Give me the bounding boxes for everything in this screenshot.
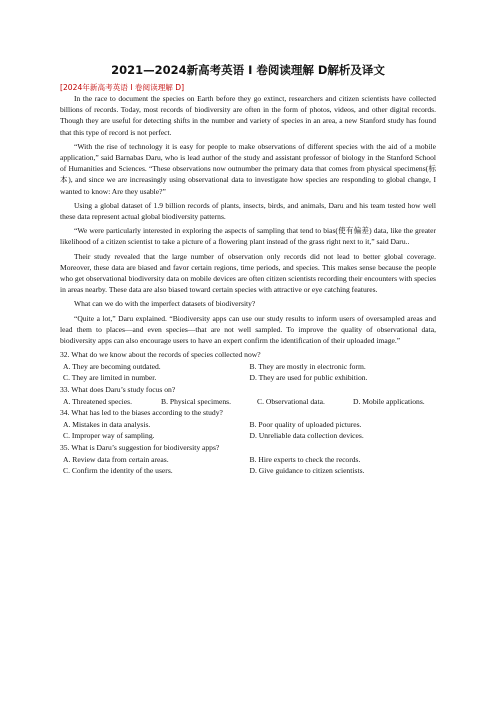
page-title: 2021—2024新高考英语 I 卷阅读理解 D解析及译文 [111, 63, 385, 77]
option-a: A. They are becoming outdated. [63, 361, 161, 371]
option-b: B. Hire experts to check the records. [249, 454, 361, 464]
option-c: C. Improper way of sampling. [63, 431, 155, 441]
option-a: A. Review data from certain areas. [63, 454, 169, 464]
option-d: D. Mobile applications. [353, 396, 425, 406]
question-33-stem: 33. What does Daru’s study focus on? [60, 385, 176, 395]
question-35-stem: 35. What is Daru’s suggestion for biodiversity apps? [60, 443, 220, 453]
document-page [60, 62, 436, 477]
question-35-options [60, 454, 436, 477]
option-d: D. They are used for public exhibition. [249, 373, 368, 383]
question-32-options [60, 361, 436, 384]
option-d: D. Unreliable data collection devices. [249, 431, 364, 441]
section-tag: [2024年新高考英语 I 卷阅读理解 D] [60, 83, 185, 92]
question-34-options [60, 419, 436, 442]
question-33-options [60, 396, 436, 408]
option-a: A. Mistakes in data analysis. [63, 419, 151, 429]
paragraph-6: What can we do with the imperfect datasets of biodiversity? [74, 299, 256, 309]
paragraph-4: “We were particularly interested in exploring the aspects of sampling that tend to bias(使有偏差) data, like the greater likelihood of a citizen scientist to take a picture of a flowering plant instead of the grass right next to it,” said Daru.. [60, 226, 436, 247]
option-c: C. Observational data. [257, 396, 325, 406]
option-d: D. Give guidance to citizen scientists. [249, 466, 365, 476]
option-c: C. They are limited in number. [63, 373, 157, 383]
option-c: C. Confirm the identity of the users. [63, 466, 173, 476]
paragraph-5: Their study revealed that the large number of observation only records did not lead to better global coverage. Moreover, these data are biased and favor certain regions, time periods, and species. This makes sense because the people who get observational biodiversity data on mobile devices are often citizen scientists recording their encounters with species in areas nearby. These data are also biased toward certain species with attractive or eye catching features. [60, 251, 436, 295]
option-b: B. They are mostly in electronic form. [249, 361, 366, 371]
paragraph-3: Using a global dataset of 1.9 billion records of plants, insects, birds, and animals, Daru and his team tested how well these data represent actual global biodiversity patterns. [60, 200, 436, 222]
option-b: B. Physical specimens. [161, 396, 232, 406]
question-34-stem: 34. What has led to the biases according to the study? [60, 408, 223, 418]
paragraph-7: “Quite a lot,” Daru explained. “Biodiversity apps can use our study results to inform users of oversampled areas and lead them to places—and even species—that are not well sampled. To improve the quality of observational data, biodiversity apps can also encourage users to have an expert confirm the identification of their uploaded image.” [60, 313, 436, 346]
option-a: A. Threatened species. [63, 396, 133, 406]
question-32-stem: 32. What do we know about the records of species collected now? [60, 350, 261, 360]
paragraph-2: “With the rise of technology it is easy for people to make observations of different species with the aid of a mobile application,” said Barnabas Daru, who is lead author of the study and assistant professor of biology in the Stanford School of Humanities and Sciences. “These observations now outnumber the primary data that comes from physical specimens(标本), and since we are increasingly using observational data to investigate how species are responding to global change, I wanted to know: Are they usable?” [60, 141, 436, 196]
option-b: B. Poor quality of uploaded pictures. [249, 419, 362, 429]
paragraph-1: In the race to document the species on Earth before they go extinct, researchers and citizen scientists have collected billions of records. Today, most records of biodiversity are often in the form of photos, videos, and other digital records. Though they are useful for detecting shifts in the number and variety of species in an area, a new Stanford study has found that this type of record is not perfect. [60, 94, 436, 137]
